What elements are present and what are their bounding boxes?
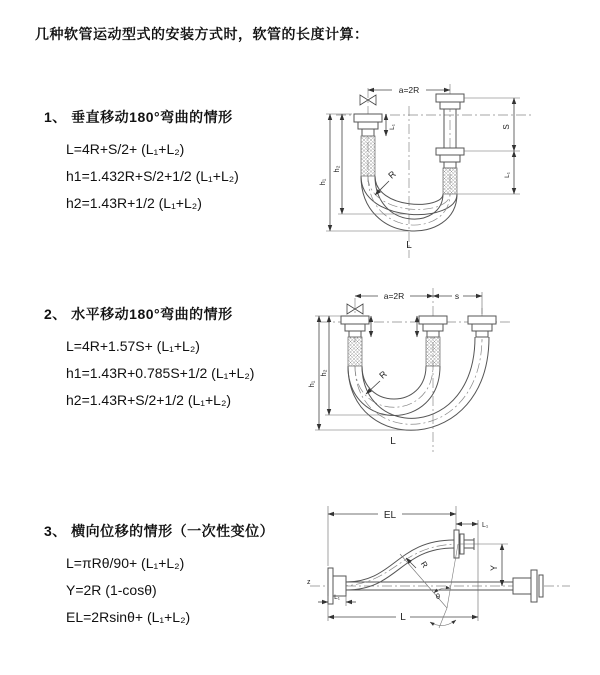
section-horizontal-movement	[44, 304, 254, 414]
formula-Y-3: Y=2R (1-cosθ)	[66, 582, 157, 598]
formula-h2-2: h2=1.43R+S/2+1/2 (L₁+L₂)	[66, 392, 232, 408]
dim-label-s-1: S	[502, 124, 511, 130]
formula-h1-2: h1=1.43R+0.785S+1/2 (L₁+L₂)	[66, 365, 255, 381]
length-label-3: L	[400, 612, 406, 623]
section-2-heading: 2、 水平移动180°弯曲的情形	[44, 306, 233, 322]
diagram-lateral-displacement	[298, 498, 598, 653]
dim-l1-right-1	[504, 151, 514, 194]
radius-callout-1	[375, 169, 398, 195]
axis-mark-label: z	[307, 579, 311, 586]
formula-L-2: L=4R+1.57S+ (L₁+L₂)	[66, 338, 200, 354]
dim-label-l1-right-1: L₁	[504, 172, 511, 178]
dim-label-h1-1: h₁	[318, 178, 327, 186]
lower-right-flange-3	[513, 570, 543, 602]
dim-label-l1-left-3: L₁	[334, 594, 340, 601]
section-1-heading: 1、 垂直移动180°弯曲的情形	[44, 109, 233, 125]
formula-L-1: L=4R+S/2+ (L₁+L₂)	[66, 141, 185, 157]
middle-flange-pipe-2	[419, 316, 447, 366]
dim-label-h1-2: h₁	[307, 380, 316, 388]
length-label-2: L	[390, 436, 396, 447]
dim-label-a2r-1: a=2R	[398, 85, 420, 95]
dim-l1-top-3	[456, 522, 489, 529]
dim-label-h2-2: h₂	[319, 369, 328, 377]
dim-l-3	[328, 610, 478, 623]
section-vertical-movement	[44, 107, 239, 217]
dim-label-h2-1: h₂	[332, 165, 341, 173]
radius-callout-3	[406, 558, 430, 570]
dim-label-l1-top-3: L₁	[482, 522, 489, 529]
radius-label-3: R	[418, 559, 430, 570]
length-label-1: L	[406, 240, 412, 251]
dim-l1-left-1	[386, 114, 396, 136]
section-lateral-displacement	[44, 521, 274, 631]
formula-h1-1: h1=1.432R+S/2+1/2 (L₁+L₂)	[66, 168, 239, 184]
dim-el-3	[328, 506, 478, 621]
hose-u-bends-2	[348, 337, 489, 430]
dim-label-s-2: s	[454, 291, 460, 301]
diagram-horizontal-180-bend	[305, 282, 565, 457]
dim-a2r-1	[368, 84, 450, 95]
left-flange-pipe-2	[341, 316, 369, 366]
end-length-arrows-2	[371, 316, 417, 337]
formula-L-3: L=πRθ/90+ (L₁+L₂)	[66, 555, 185, 571]
dim-label-el-3: EL	[383, 510, 397, 521]
left-flange-pipe-1	[354, 114, 382, 176]
dim-s-2	[433, 291, 482, 301]
radius-label-1: R	[386, 168, 398, 181]
radius-callout-2	[366, 369, 389, 394]
dim-s-1	[457, 98, 520, 194]
radius-label-2: R	[377, 368, 389, 381]
dim-l1-left-3	[318, 594, 356, 606]
dim-y-3	[459, 544, 508, 586]
right-flange-pipe-2	[468, 316, 496, 337]
formula-h2-1: h2=1.43R+1/2 (L₁+L₂)	[66, 195, 202, 211]
dim-label-a2r-2: a=2R	[383, 291, 405, 301]
formula-EL-3: EL=2Rsinθ+ (L₁+L₂)	[66, 609, 191, 625]
page-title: 几种软管运动型式的安装方式时，软管的长度计算：	[35, 26, 369, 42]
theta-label-3: θ	[435, 592, 441, 601]
dim-label-y-3: Y	[489, 564, 499, 572]
section-3-heading: 3、 横向位移的情形（一次性变位）	[44, 523, 275, 539]
dim-label-l1-left-1: L₁	[389, 124, 396, 130]
diagram-vertical-180-bend	[308, 70, 558, 260]
